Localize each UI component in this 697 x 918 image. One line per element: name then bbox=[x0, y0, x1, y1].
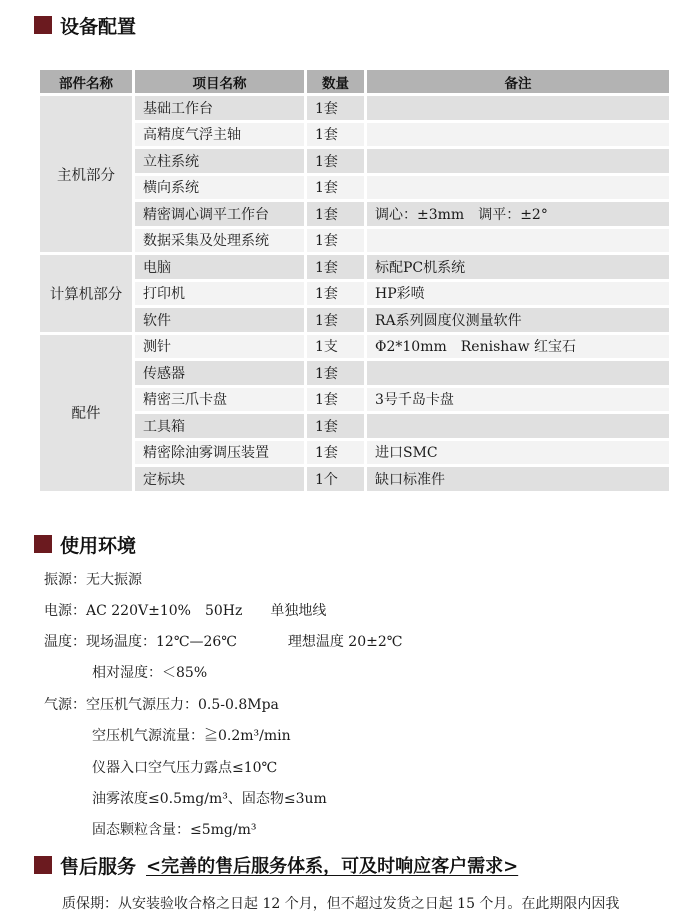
table-row bbox=[40, 335, 669, 362]
item-cell: 定标块 bbox=[135, 467, 307, 494]
warranty-text: 质保期：从安装验收合格之日起 12 个月，但不超过发货之日起 15 个月。在此期限内因我 bbox=[62, 896, 620, 912]
header-note: 备注 bbox=[367, 70, 669, 96]
section-square-icon bbox=[34, 16, 52, 34]
note-cell bbox=[367, 96, 669, 123]
qty-cell: 1套 bbox=[307, 361, 367, 388]
qty-cell: 1套 bbox=[307, 229, 367, 256]
item-cell: 软件 bbox=[135, 308, 307, 335]
item-cell: 横向系统 bbox=[135, 176, 307, 203]
item-cell: 测针 bbox=[135, 335, 307, 362]
table-row bbox=[40, 176, 669, 203]
env-humidity: 相对湿度：＜85% bbox=[92, 665, 208, 681]
qty-cell: 1套 bbox=[307, 149, 367, 176]
section-header-config bbox=[34, 12, 136, 38]
item-cell: 高精度气浮主轴 bbox=[135, 123, 307, 150]
table-row bbox=[40, 202, 669, 229]
qty-cell: 1套 bbox=[307, 441, 367, 468]
note-cell: 3号千岛卡盘 bbox=[367, 388, 669, 415]
header-qty: 数量 bbox=[307, 70, 367, 96]
group-cell: 主机部分 bbox=[40, 96, 135, 255]
note-cell: RA系列圆度仪测量软件 bbox=[367, 308, 669, 335]
item-cell: 精密除油雾调压装置 bbox=[135, 441, 307, 468]
section-header-environment bbox=[34, 531, 136, 557]
note-cell bbox=[367, 123, 669, 150]
note-cell bbox=[367, 176, 669, 203]
table-row bbox=[40, 414, 669, 441]
env-temperature-ideal: 理想温度 20±2℃ bbox=[287, 634, 403, 650]
env-air-pressure: 气源：空压机气源压力：0.5-0.8Mpa bbox=[44, 697, 279, 713]
table-row bbox=[40, 467, 669, 494]
qty-cell: 1套 bbox=[307, 123, 367, 150]
qty-cell: 1套 bbox=[307, 96, 367, 123]
table-row bbox=[40, 255, 669, 282]
qty-cell: 1套 bbox=[307, 255, 367, 282]
table-header-row bbox=[40, 70, 669, 96]
section-title-environment: 使用环境 bbox=[60, 534, 137, 557]
table-row bbox=[40, 361, 669, 388]
group-cell: 配件 bbox=[40, 335, 135, 494]
note-cell: HP彩喷 bbox=[367, 282, 669, 309]
qty-cell: 1套 bbox=[307, 176, 367, 203]
qty-cell: 1套 bbox=[307, 308, 367, 335]
env-vibration: 振源：无大振源 bbox=[44, 572, 142, 588]
qty-cell: 1套 bbox=[307, 388, 367, 415]
env-dew-point: 仪器入口空气压力露点≤10℃ bbox=[92, 760, 278, 776]
table-row bbox=[40, 149, 669, 176]
header-item: 项目名称 bbox=[135, 70, 307, 96]
note-cell: Φ2*10mm Renishaw 红宝石 bbox=[367, 335, 669, 362]
note-cell bbox=[367, 229, 669, 256]
note-cell: 调心：±3mm 调平：±2° bbox=[367, 202, 669, 229]
qty-cell: 1支 bbox=[307, 335, 367, 362]
note-cell: 进口SMC bbox=[367, 441, 669, 468]
config-table bbox=[40, 70, 669, 494]
table-row bbox=[40, 96, 669, 123]
table-row bbox=[40, 229, 669, 256]
qty-cell: 1套 bbox=[307, 202, 367, 229]
group-cell: 计算机部分 bbox=[40, 255, 135, 335]
env-temperature bbox=[44, 635, 402, 649]
qty-cell: 1套 bbox=[307, 282, 367, 309]
section-subtitle-service: <完善的售后服务体系，可及时响应客户需求> bbox=[146, 856, 519, 877]
item-cell: 精密三爪卡盘 bbox=[135, 388, 307, 415]
env-temperature-range: 温度：现场温度：12℃—26℃ bbox=[44, 634, 237, 650]
section-square-icon bbox=[34, 535, 52, 553]
item-cell: 工具箱 bbox=[135, 414, 307, 441]
section-square-icon bbox=[34, 856, 52, 874]
env-particles: 固态颗粒含量：≤5mg/m³ bbox=[92, 822, 257, 838]
item-cell: 电脑 bbox=[135, 255, 307, 282]
item-cell: 精密调心调平工作台 bbox=[135, 202, 307, 229]
note-cell: 缺口标准件 bbox=[367, 467, 669, 494]
env-air-flow: 空压机气源流量：≧0.2m³/min bbox=[92, 728, 291, 744]
env-oil-mist: 油雾浓度≤0.5mg/m³、固态物≤3um bbox=[92, 791, 327, 807]
section-title-service: 售后服务 bbox=[60, 855, 137, 878]
note-cell bbox=[367, 361, 669, 388]
table-row bbox=[40, 388, 669, 415]
table-row bbox=[40, 282, 669, 309]
note-cell bbox=[367, 414, 669, 441]
qty-cell: 1套 bbox=[307, 414, 367, 441]
note-cell bbox=[367, 149, 669, 176]
header-part: 部件名称 bbox=[40, 70, 135, 96]
qty-cell: 1个 bbox=[307, 467, 367, 494]
note-cell: 标配PC机系统 bbox=[367, 255, 669, 282]
item-cell: 立柱系统 bbox=[135, 149, 307, 176]
env-power: 电源：AC 220V±10% 50Hz 单独地线 bbox=[44, 603, 327, 619]
table-row bbox=[40, 123, 669, 150]
item-cell: 基础工作台 bbox=[135, 96, 307, 123]
table-row bbox=[40, 308, 669, 335]
table-row bbox=[40, 441, 669, 468]
section-title-config: 设备配置 bbox=[60, 15, 137, 38]
item-cell: 数据采集及处理系统 bbox=[135, 229, 307, 256]
item-cell: 打印机 bbox=[135, 282, 307, 309]
item-cell: 传感器 bbox=[135, 361, 307, 388]
section-header-service bbox=[34, 852, 518, 878]
